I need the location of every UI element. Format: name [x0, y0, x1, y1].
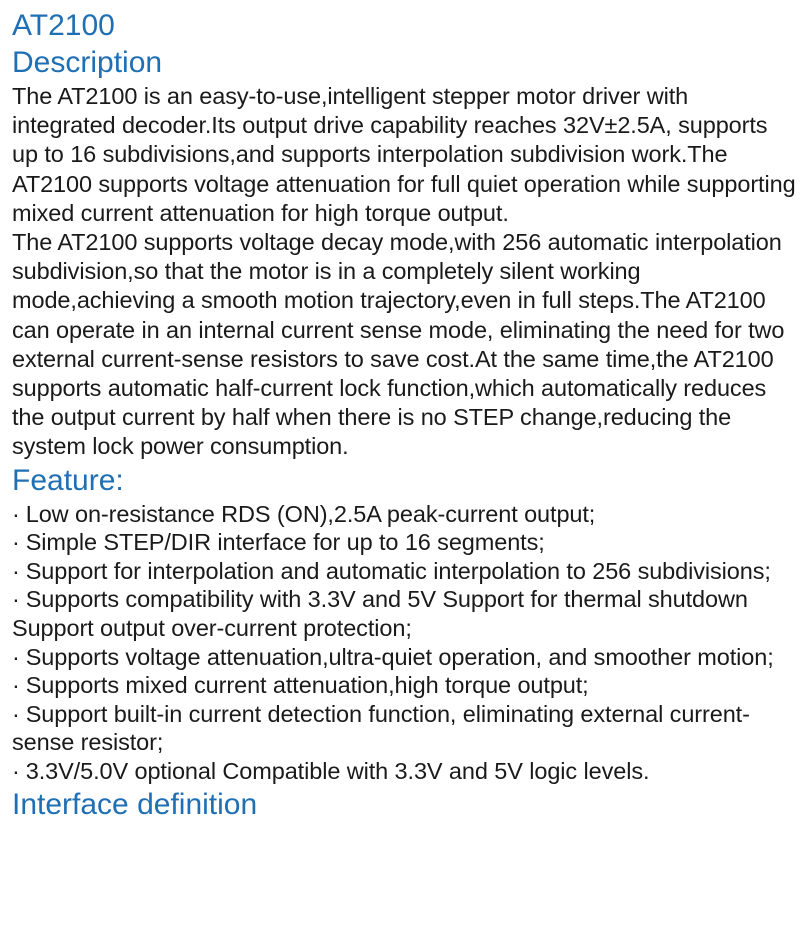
feature-item-text: Simple STEP/DIR interface for up to 16 segments;: [25, 529, 545, 556]
feature-item: [12, 643, 796, 672]
feature-item: [12, 671, 796, 700]
product-title: AT2100: [12, 9, 115, 42]
bullet-icon: ·: [12, 500, 20, 527]
bullet-icon: ·: [12, 700, 20, 727]
feature-item-text: Supports compatibility with 3.3V and 5V Support for thermal shutdown Support output over-current protection;: [12, 586, 748, 642]
feature-item-text: Support built-in current detection function, eliminating external current-sense resistor;: [12, 700, 750, 756]
bullet-icon: ·: [12, 757, 20, 784]
feature-item: [12, 500, 796, 529]
feature-item-text: Supports mixed current attenuation,high torque output;: [25, 672, 589, 699]
feature-item: [12, 528, 796, 557]
feature-item-text: Support for interpolation and automatic interpolation to 256 subdivisions;: [25, 557, 771, 584]
description-heading: Description: [12, 46, 163, 79]
bullet-icon: ·: [12, 672, 20, 699]
feature-item: [12, 700, 796, 757]
feature-item-text: Supports voltage attenuation,ultra-quiet operation, and smoother motion;: [25, 643, 774, 670]
feature-item: [12, 557, 796, 586]
description-paragraph-1: The AT2100 is an easy-to-use,intelligent stepper motor driver with integrated decoder.Its output drive capability reaches 32V±2.5A, supports up to 16 subdivisions,and supports interpolation subdivision work.The AT2100 supports voltage attenuation for full quiet operation while supporting mixed current attenuation for high torque output.: [12, 83, 796, 226]
bullet-icon: ·: [12, 557, 20, 584]
datasheet-page: [12, 8, 796, 824]
bullet-icon: ·: [12, 529, 20, 556]
feature-item: [12, 585, 796, 642]
feature-item: [12, 757, 796, 786]
description-paragraph-2: The AT2100 supports voltage decay mode,with 256 automatic interpolation subdivision,so that the motor is in a completely silent working mode,achieving a smooth motion trajectory,even in full steps.The AT2100 can operate in an internal current sense mode, eliminating the need for two external current-sense resistors to save cost.At the same time,the AT2100 supports automatic half-current lock function,which automatically reduces the output current by half when there is no STEP change,reducing the system lock power consumption.: [12, 229, 785, 460]
bullet-icon: ·: [12, 643, 20, 670]
interface-definition-heading: Interface definition: [12, 787, 258, 821]
feature-item-text: 3.3V/5.0V optional Compatible with 3.3V and 5V logic levels.: [25, 757, 650, 784]
feature-list: [12, 500, 796, 786]
bullet-icon: ·: [12, 586, 20, 613]
feature-heading: Feature:: [12, 463, 124, 497]
feature-item-text: Low on-resistance RDS (ON),2.5A peak-current output;: [25, 500, 596, 527]
